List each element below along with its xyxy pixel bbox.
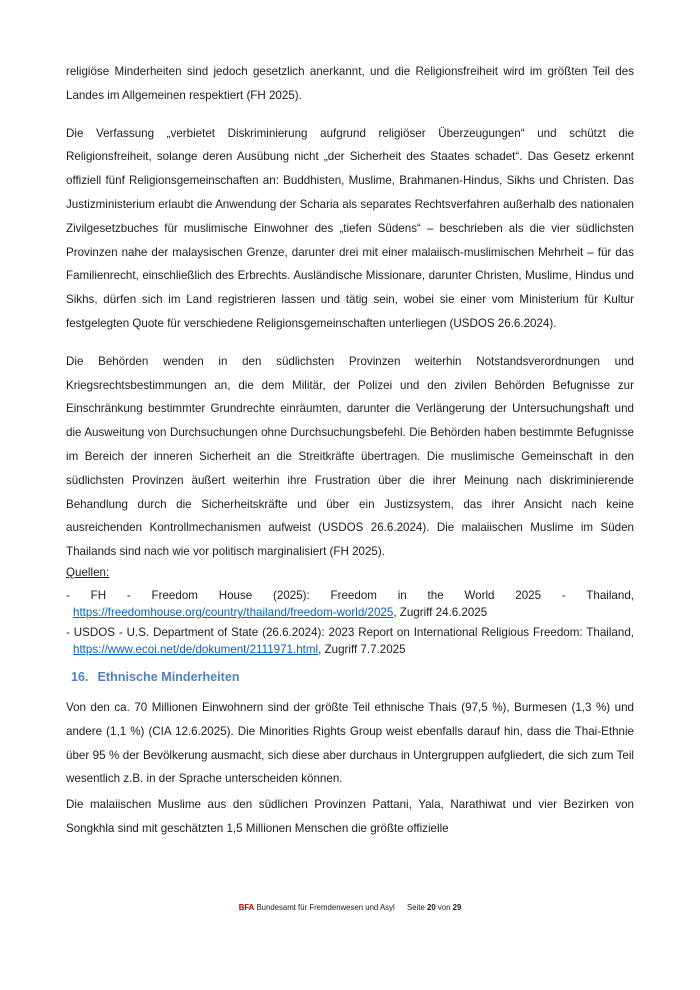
- source-link-ecoi[interactable]: https://www.ecoi.net/de/dokument/2111971.html: [73, 642, 319, 656]
- source-access-date: , Zugriff 7.7.2025: [318, 642, 406, 656]
- footer-page-label: Seite: [407, 903, 425, 912]
- footer-of-label: von: [437, 903, 451, 912]
- footer-org-abbr: BFA: [238, 903, 255, 912]
- section-heading-number: 16.: [71, 669, 89, 684]
- footer-page-total: 29: [452, 903, 462, 912]
- section-heading-ethnische-minderheiten: [66, 668, 634, 686]
- source-item-fh: [66, 587, 634, 621]
- paragraph-ethnic-composition: Von den ca. 70 Millionen Einwohnern sind der größte Teil ethnische Thais (97,5 %), Burmesen (1,3 %) und andere (1,1 %) (CIA 12.6.2025). Die Minorities Rights Group weist ebenfalls darauf hin, dass die Thai-Ethnie über 95 % der Bevölkerung ausmacht, sich diese aber durchaus in Untergruppen aufgliedert, die sich zum Teil wesentlich z.B. in der Sprache unterscheiden können.: [66, 700, 634, 786]
- source-link-freedomhouse[interactable]: https://freedomhouse.org/country/thailand/freedom-world/2025: [73, 605, 394, 619]
- paragraph-malay-muslims: Die malaiischen Muslime aus den südlichen Provinzen Pattani, Yala, Narathiwat und vier Bezirken von Songkhla sind mit geschätzten 1,5 Millionen Menschen die größte offizielle: [66, 798, 634, 835]
- source-access-date: , Zugriff 24.6.2025: [393, 605, 488, 619]
- sources-label: Quellen:: [66, 565, 110, 579]
- source-text-prefix: - FH - Freedom House (2025): Freedom in the World 2025 - Thailand,: [66, 588, 634, 602]
- sources-section: [66, 564, 634, 658]
- paragraph-authorities-south: Die Behörden wenden in den südlichsten Provinzen weiterhin Notstandsverordnungen und Kriegsrechtsbestimmungen an, die dem Militär, der Polizei und den zivilen Behörden Befugnisse zur Einschränkung bestimmter Grundrechte einräumten, darunter die Verlängerung der Untersuchungshaft und die Ausweitung von Durchsuchungen ohne Durchsuchungsbefehl. Die Behörden haben bestimmte Befugnisse im Bereich der inneren Sicherheit an die Streitkräfte übertragen. Die muslimische Gemeinschaft in den südlichsten Provinzen äußert weiterhin ihre Frustration über die ihrer Meinung nach diskriminierende Behandlung durch die Sicherheitskräfte und über ein Justizsystem, das ihrer Ansicht nach keine ausreichenden Kontrollmechanismen aufweist (USDOS 26.6.2024). Die malaiischen Muslime im Süden Thailands sind nach wie vor politisch marginalisiert (FH 2025).: [66, 354, 634, 559]
- paragraph-constitution-religion: Die Verfassung „verbietet Diskriminierung aufgrund religiöser Überzeugungen“ und schützt die Religionsfreiheit, solange deren Ausübung nicht „der Sicherheit des Staates schadet“. Das Gesetz erkennt offiziell fünf Religionsgemeinschaften an: Buddhisten, Muslime, Brahmanen-Hindus, Sikhs und Christen. Das Justizministerium erlaubt die Anwendung der Scharia als separates Rechtsverfahren außerhalb des nationalen Zivilgesetzbuches für muslimische Einwohner des „tiefen Südens“ – beschrieben als die vier südlichsten Provinzen nahe der malaysischen Grenze, darunter drei mit einer malaiisch-muslimischen Mehrheit – für das Familienrecht, einschließlich des Erbrechts. Ausländische Missionare, darunter Christen, Muslime, Hindus und Sikhs, dürfen sich im Land registrieren lassen und tätig sein, wobei sie einer vom Ministerium für Kultur festgelegten Quote für verschiedene Religionsgemeinschaften unterliegen (USDOS 26.6.2024).: [66, 126, 634, 330]
- section-heading-title: Ethnische Minderheiten: [97, 669, 240, 684]
- source-text-prefix: - USDOS - U.S. Department of State (26.6.2024): 2023 Report on International Religious Freedom: Thailand,: [66, 625, 634, 639]
- paragraph-religious-minorities: religiöse Minderheiten sind jedoch gesetzlich anerkannt, und die Religionsfreiheit wird im größten Teil des Landes im Allgemeinen respektiert (FH 2025).: [66, 65, 634, 102]
- footer-org-name: Bundesamt für Fremdenwesen und Asyl: [256, 903, 395, 912]
- footer-page-current: 20: [427, 903, 436, 912]
- source-item-usdos: [66, 624, 634, 658]
- page-footer: [0, 903, 700, 913]
